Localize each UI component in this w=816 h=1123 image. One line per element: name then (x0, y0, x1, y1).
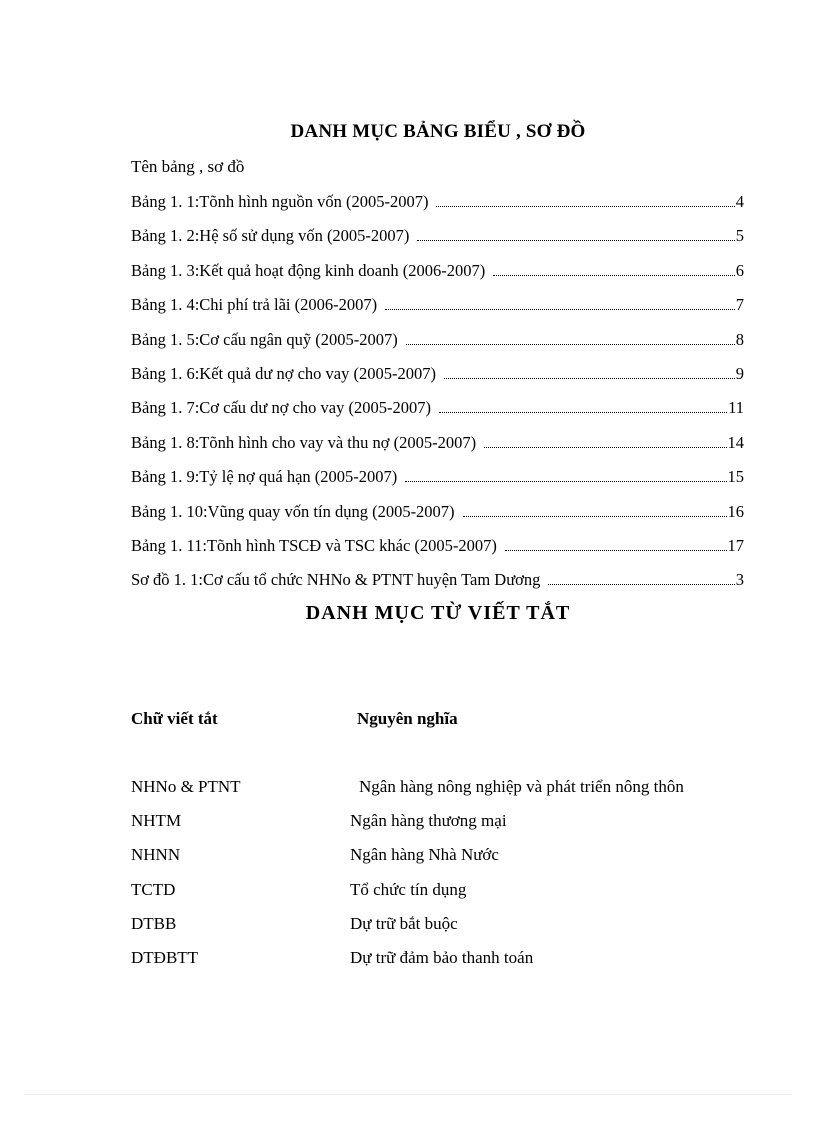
abbreviation-term: DTĐBTT (131, 947, 199, 967)
toc-entry-page: 15 (727, 467, 744, 487)
toc-title: DANH MỤC BẢNG BIỂU , SƠ ĐỒ (290, 121, 586, 142)
toc-entry-page: 4 (735, 192, 744, 211)
abbreviation-meaning: Dự trữ đảm bảo thanh toán (350, 947, 534, 967)
toc-entry-page: 8 (735, 329, 744, 349)
toc-entry[interactable] (131, 433, 744, 467)
toc-leader-dots (439, 411, 727, 413)
toc-leader-dots (385, 308, 735, 310)
toc-entry-label: Bảng 1. 3:Kết quả hoạt động kinh doanh (2006-2007) (131, 260, 486, 280)
toc-leader-dots (406, 343, 735, 345)
toc-entry-label: Bảng 1. 2:Hệ số sử dụng vốn (2005-2007) (131, 226, 410, 246)
abbreviation-meaning: Ngân hàng Nhà Nước (350, 845, 499, 865)
abbreviation-term: TCTD (131, 879, 176, 899)
toc-leader-dots (493, 274, 735, 276)
toc-entry[interactable] (131, 467, 744, 501)
abbreviation-column-header: Chữ viết tắt (131, 709, 218, 728)
abbreviation-meaning: Ngân hàng thương mại (350, 811, 507, 831)
toc-leader-dots (463, 515, 727, 517)
abbreviation-row (131, 777, 751, 811)
toc-entry-label: Bảng 1. 7:Cơ cấu dư nợ cho vay (2005-2007) (131, 398, 431, 418)
toc-leader-dots (405, 480, 726, 482)
abbreviation-meaning: Tổ chức tín dụng (350, 879, 467, 899)
toc-leader-dots (548, 583, 734, 585)
toc-entry[interactable] (131, 398, 744, 432)
toc-entry-label: Bảng 1. 1:Tõnh hình nguồn vốn (2005-2007) (131, 192, 429, 211)
toc-entry-label: Bảng 1. 8:Tõnh hình cho vay và thu nợ (2005-2007) (131, 432, 477, 452)
toc-entry-label: Bảng 1. 9:Tỷ lệ nợ quá hạn (2005-2007) (131, 467, 398, 487)
toc-entry[interactable] (131, 364, 744, 398)
abbreviation-row (131, 880, 751, 914)
abbreviation-term: NHTM (131, 811, 182, 831)
toc-entry[interactable] (131, 330, 744, 364)
toc-entry[interactable] (131, 295, 744, 329)
abbreviation-row (131, 914, 751, 948)
toc-entry[interactable] (131, 192, 744, 226)
toc-entry-page: 14 (727, 432, 744, 452)
toc-entry-label: Bảng 1. 11:Tõnh hình TSCĐ và TSC khác (2005-2007) (131, 535, 497, 555)
toc-entry-label: Bảng 1. 4:Chi phí trả lãi (2006-2007) (131, 295, 378, 315)
toc-entry-page: 16 (727, 501, 744, 521)
toc-entry[interactable] (131, 502, 744, 536)
abbreviation-term: NHNo & PTNT (131, 777, 241, 796)
abbreviation-term: NHNN (131, 845, 181, 865)
toc-entry-page: 11 (728, 398, 744, 418)
page-bottom-divider (24, 1094, 792, 1095)
abbreviations-title: DANH MỤC TỪ VIẾT TẮT (305, 602, 571, 624)
toc-entry-page: 3 (735, 570, 744, 590)
toc-heading: Tên bảng , sơ đồ (131, 157, 245, 176)
toc-leader-dots (436, 205, 734, 207)
toc-entry-label: Bảng 1. 10:Vũng quay vốn tín dụng (2005-2007) (131, 501, 455, 521)
abbreviation-meaning: Ngân hàng nông nghiệp và phát triển nông thôn (359, 777, 684, 796)
toc-entry-page: 7 (735, 295, 744, 315)
abbreviation-row (131, 948, 751, 982)
toc-leader-dots (417, 239, 734, 241)
toc-entry[interactable] (131, 570, 744, 604)
abbreviation-row (131, 845, 751, 879)
abbreviation-row (131, 811, 751, 845)
toc-entry-page: 9 (735, 363, 744, 383)
toc-entry[interactable] (131, 536, 744, 570)
abbreviations-table (131, 777, 751, 982)
toc-entry-label: Bảng 1. 5:Cơ cấu ngân quỹ (2005-2007) (131, 329, 398, 349)
toc-leader-dots (484, 446, 726, 448)
toc-leader-dots (505, 549, 727, 551)
toc-entry[interactable] (131, 261, 744, 295)
toc-entry-label: Sơ đồ 1. 1:Cơ cấu tổ chức NHNo & PTNT huyện Tam Dương (131, 570, 541, 590)
toc-entry-label: Bảng 1. 6:Kết quả dư nợ cho vay (2005-2007) (131, 363, 436, 383)
meaning-column-header: Nguyên nghĩa (357, 709, 458, 728)
toc-list (131, 192, 744, 605)
toc-entry[interactable] (131, 226, 744, 260)
toc-leader-dots (444, 377, 735, 379)
toc-entry-page: 6 (735, 260, 744, 280)
abbreviation-term: DTBB (131, 913, 177, 933)
abbreviation-meaning: Dự trữ bắt buộc (350, 913, 458, 933)
toc-entry-page: 5 (735, 226, 744, 246)
toc-entry-page: 17 (727, 535, 744, 555)
